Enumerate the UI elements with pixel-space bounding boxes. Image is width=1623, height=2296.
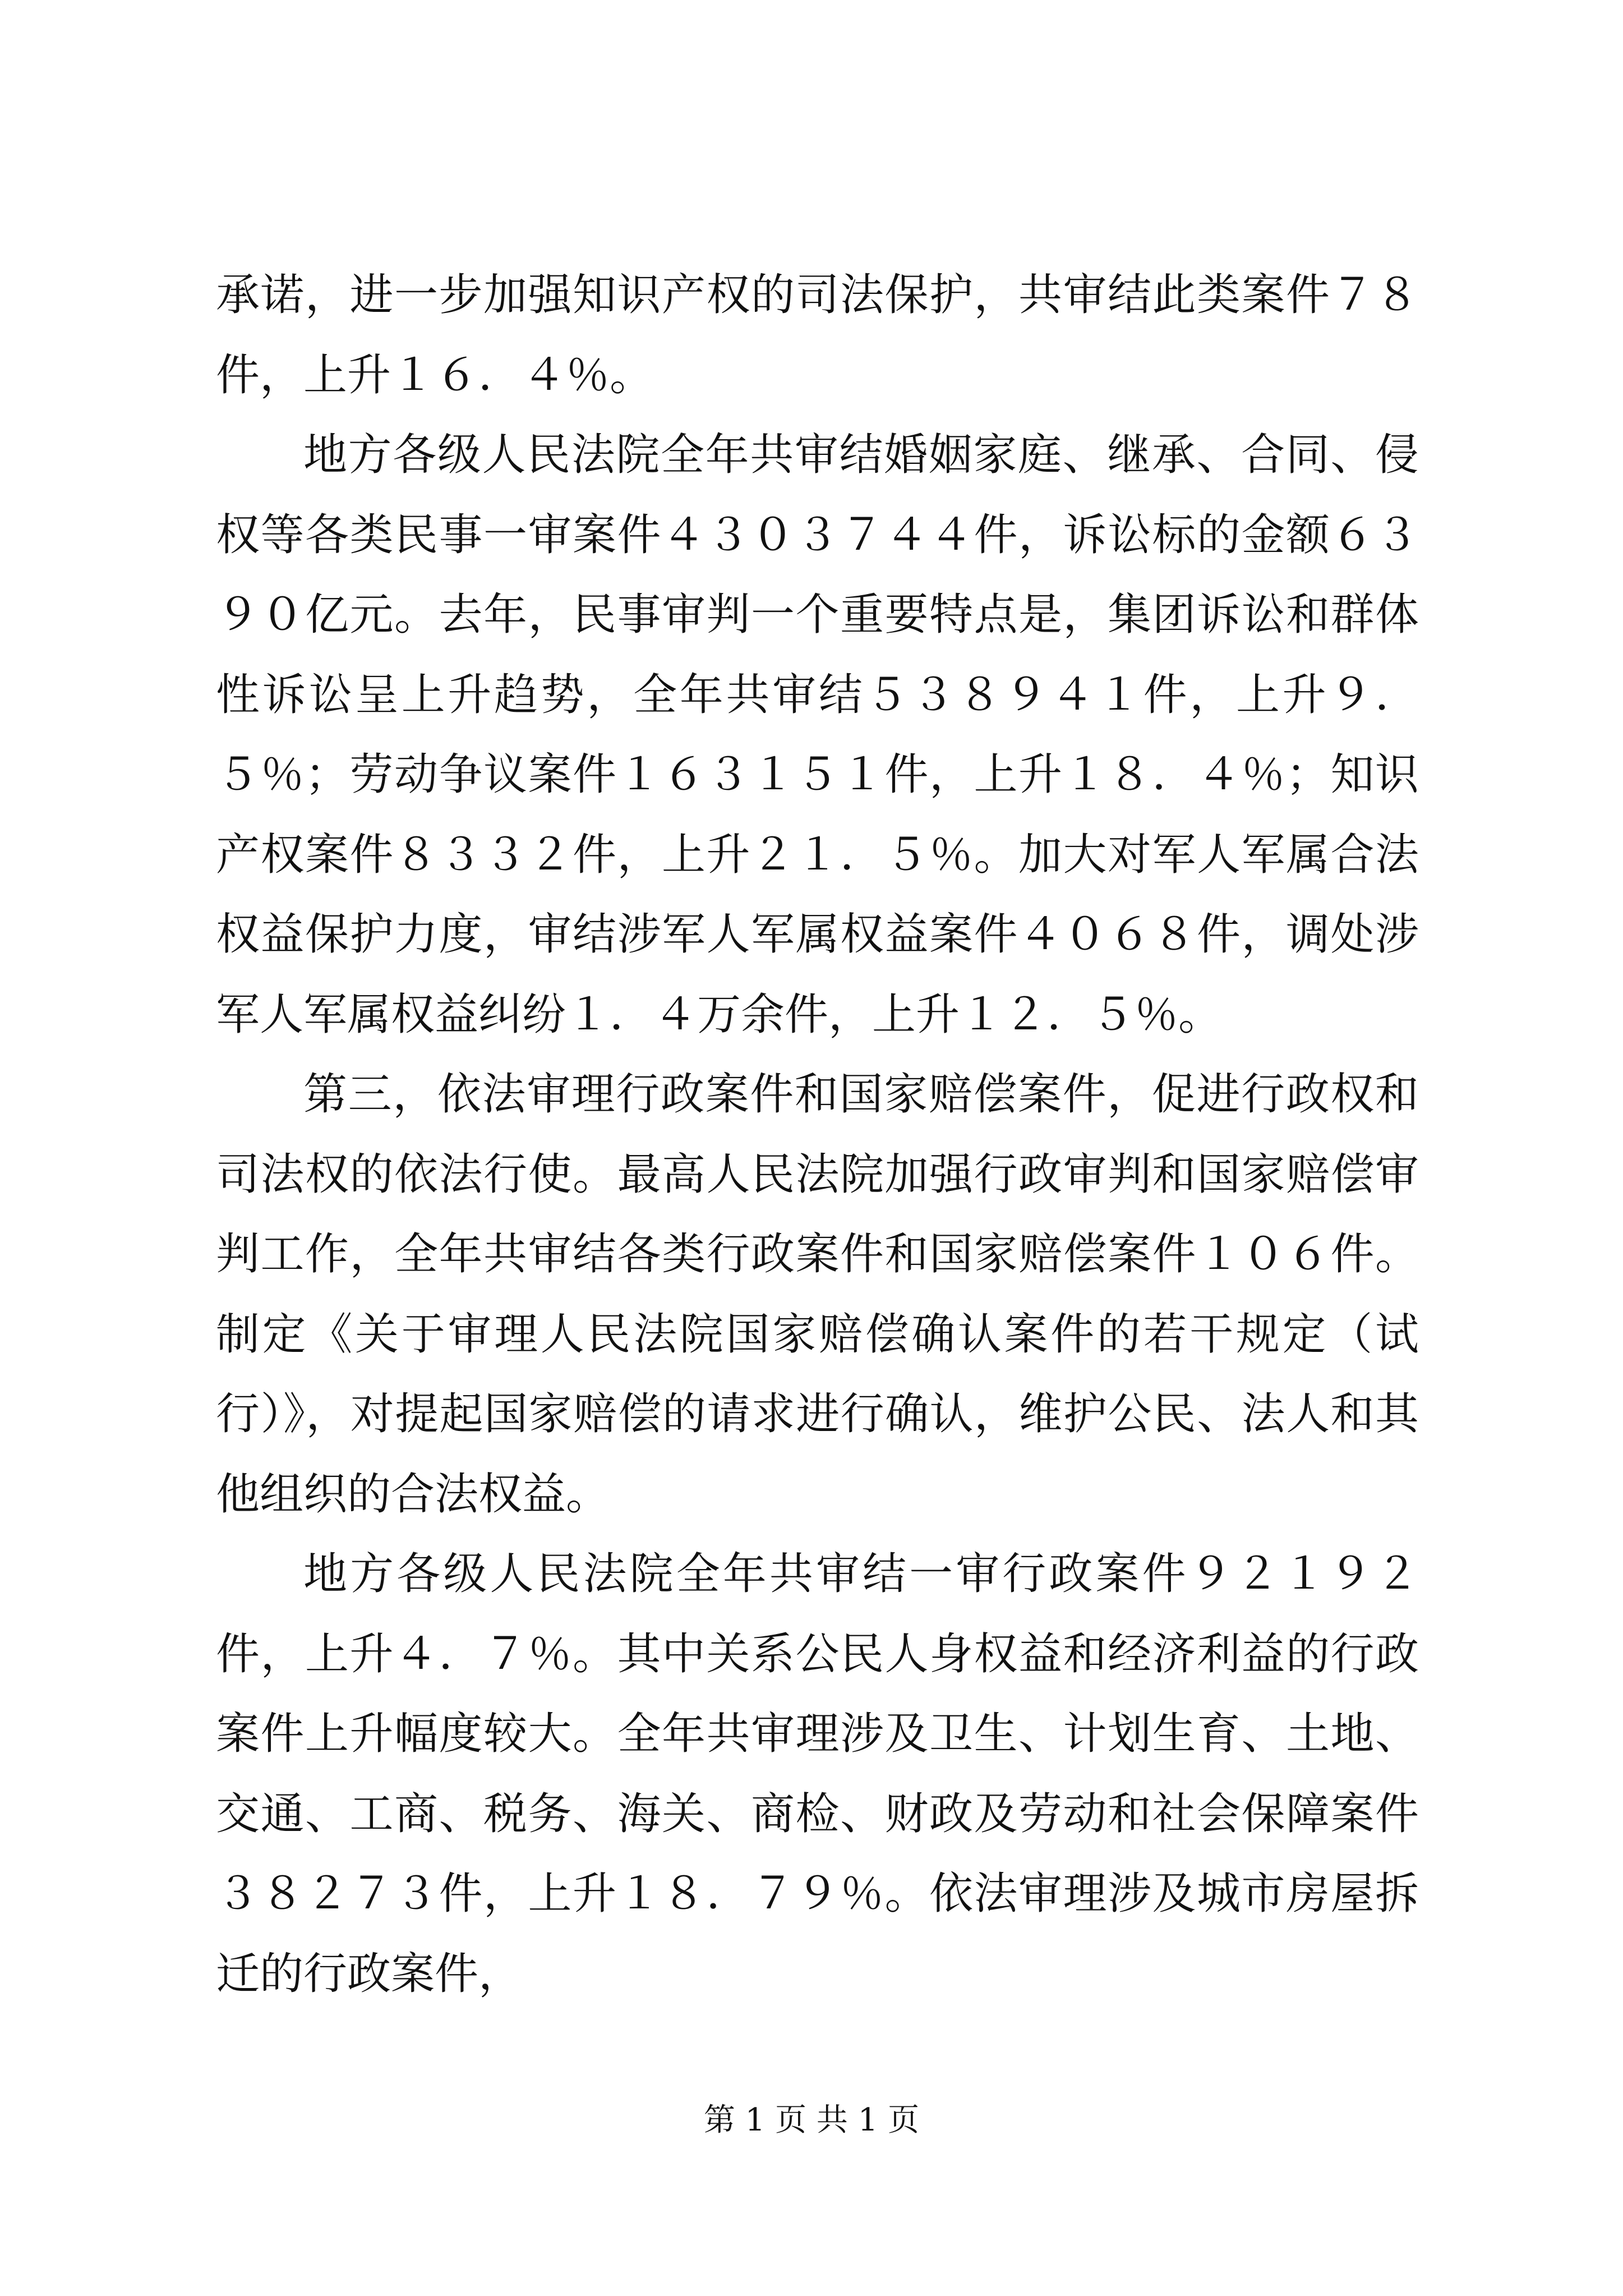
paragraph-2: 地方各级人民法院全年共审结婚姻家庭、继承、合同、侵权等各类民事一审案件４３０３７４４件，诉讼标的金额６３９０亿元。去年，民事审判一个重要特点是，集团诉讼和群体性诉讼呈上升趋势，全年共审结５３８９４１件，上升９．５％；劳动争议案件１６３１５１件，上升１８．４％；知识产权案件８３３２件，上升２１．５％。加大对军人军属合法权益保护力度，审结涉军人军属权益案件４０６８件，调处涉军人军属权益纠纷１．４万余件，上升１２．５％。 (216, 430, 1419, 1040)
paragraph-1: 承诺，进一步加强知识产权的司法保护，共审结此类案件７８件，上升１６．４％。 (216, 270, 1419, 401)
paragraph-3: 第三，依法审理行政案件和国家赔偿案件，促进行政权和司法权的依法行使。最高人民法院加强行政审判和国家赔偿审判工作，全年共审结各类行政案件和国家赔偿案件１０６件。制定《关于审理人民法院国家赔偿确认案件的若干规定（试行）》，对提起国家赔偿的请求进行确认，维护公民、法人和其他组织的合法权益。 (216, 1069, 1419, 1520)
paragraph-4: 地方各级人民法院全年共审结一审行政案件９２１９２件，上升４．７％。其中关系公民人身权益和经济利益的行政案件上升幅度较大。全年共审理涉及卫生、计划生育、土地、交通、工商、税务、海关、商检、财政及劳动和社会保障案件３８２７３件，上升１８．７９％。依法审理涉及城市房屋拆迁的行政案件， (216, 1549, 1419, 1999)
page-footer: 第 1 页 共 1 页 (703, 2102, 920, 2138)
document-body (216, 255, 1419, 2017)
